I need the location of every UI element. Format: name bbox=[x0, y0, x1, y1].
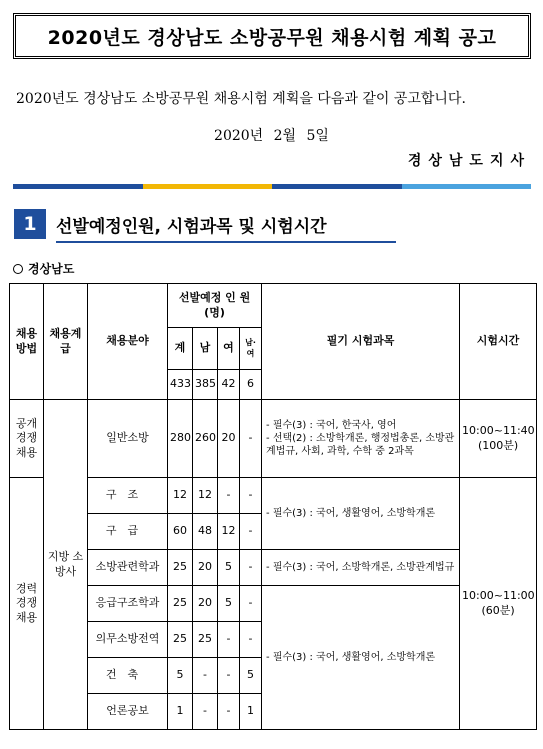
career-subjects-b: - 필수(3) : 국어, 소방학개론, 소방관계법규 bbox=[262, 550, 460, 586]
open-subjects-line-2: - 선택(2) : 소방학개론, 행정법총론, 소방관계법규, 사회, 과학, 수학 중 2과목 bbox=[266, 433, 455, 457]
career-female-0: - bbox=[218, 478, 240, 514]
career-total-0: 12 bbox=[168, 478, 193, 514]
career-male-0: 12 bbox=[193, 478, 218, 514]
career-total-5: 5 bbox=[168, 658, 193, 694]
career-male-2: 20 bbox=[193, 550, 218, 586]
career-either-4: - bbox=[240, 622, 262, 658]
grade-cell: 지방 소방사 bbox=[44, 400, 88, 730]
bar-segment-1 bbox=[13, 184, 143, 189]
career-total-4: 25 bbox=[168, 622, 193, 658]
signer: 경상남도지사 bbox=[407, 153, 531, 169]
career-subjects-c: - 필수(3) : 국어, 생활영어, 소방학개론 bbox=[262, 586, 460, 730]
circle-bullet-icon bbox=[13, 264, 23, 274]
open-either: - bbox=[240, 400, 262, 478]
divider-color-bar bbox=[13, 184, 531, 189]
career-method: 경력 경쟁 채용 bbox=[10, 478, 44, 730]
intro-text: 2020년도 경상남도 소방공무원 채용시험 계획을 다음과 같이 공고합니다. bbox=[16, 91, 466, 107]
career-time: 10:00~11:00 (60분) bbox=[460, 478, 537, 730]
section-number-badge: 1 bbox=[14, 209, 46, 239]
header-method: 채용방법 bbox=[10, 284, 44, 400]
career-field-4: 의무소방전역 bbox=[88, 622, 168, 658]
career-male-5: - bbox=[193, 658, 218, 694]
career-female-4: - bbox=[218, 622, 240, 658]
career-either-3: - bbox=[240, 586, 262, 622]
total-all: 433 bbox=[168, 370, 193, 400]
career-female-2: 5 bbox=[218, 550, 240, 586]
career-either-1: - bbox=[240, 514, 262, 550]
page-title: 2020년도 경상남도 소방공무원 채용시험 계획 공고 bbox=[47, 26, 497, 49]
quota-table bbox=[9, 283, 537, 730]
career-field-3: 응급구조학과 bbox=[88, 586, 168, 622]
career-field-6: 언론공보 bbox=[88, 694, 168, 730]
career-male-4: 25 bbox=[193, 622, 218, 658]
career-total-6: 1 bbox=[168, 694, 193, 730]
career-male-6: - bbox=[193, 694, 218, 730]
bar-segment-3 bbox=[272, 184, 402, 189]
total-either: 6 bbox=[240, 370, 262, 400]
career-female-1: 12 bbox=[218, 514, 240, 550]
career-subjects-a: - 필수(3) : 국어, 생활영어, 소방학개론 bbox=[262, 478, 460, 550]
career-field-2: 소방관련학과 bbox=[88, 550, 168, 586]
section-title: 선발예정인원, 시험과목 및 시험시간 bbox=[56, 212, 396, 243]
open-method: 공개 경쟁 채용 bbox=[10, 400, 44, 478]
career-female-6: - bbox=[218, 694, 240, 730]
career-either-6: 1 bbox=[240, 694, 262, 730]
open-time: 10:00~11:40 (100분) bbox=[460, 400, 537, 478]
open-subjects bbox=[262, 400, 460, 478]
career-either-2: - bbox=[240, 550, 262, 586]
bar-segment-4 bbox=[402, 184, 532, 189]
career-field-1: 구급 bbox=[88, 514, 168, 550]
career-total-3: 25 bbox=[168, 586, 193, 622]
open-female: 20 bbox=[218, 400, 240, 478]
career-either-5: 5 bbox=[240, 658, 262, 694]
total-male: 385 bbox=[193, 370, 218, 400]
open-male: 260 bbox=[193, 400, 218, 478]
career-male-3: 20 bbox=[193, 586, 218, 622]
career-female-3: 5 bbox=[218, 586, 240, 622]
header-subjects: 필기 시험과목 bbox=[262, 284, 460, 400]
career-total-1: 60 bbox=[168, 514, 193, 550]
career-total-2: 25 bbox=[168, 550, 193, 586]
career-female-5: - bbox=[218, 658, 240, 694]
notice-date: 2020년 2월 5일 bbox=[214, 128, 329, 144]
region-name: 경상남도 bbox=[28, 262, 75, 276]
header-quota: 선발예정 인 원(명) bbox=[168, 284, 262, 328]
header-female: 여 bbox=[218, 328, 240, 370]
career-male-1: 48 bbox=[193, 514, 218, 550]
header-grade: 채용계급 bbox=[44, 284, 88, 400]
total-female: 42 bbox=[218, 370, 240, 400]
header-either: 남·여 bbox=[240, 328, 262, 370]
career-either-0: - bbox=[240, 478, 262, 514]
header-time: 시험시간 bbox=[460, 284, 537, 400]
career-field-5: 건축 bbox=[88, 658, 168, 694]
region-label bbox=[13, 260, 74, 277]
header-male: 남 bbox=[193, 328, 218, 370]
header-total: 계 bbox=[168, 328, 193, 370]
open-field: 일반소방 bbox=[88, 400, 168, 478]
header-field: 채용분야 bbox=[88, 284, 168, 400]
career-field-0: 구조 bbox=[88, 478, 168, 514]
bar-segment-2 bbox=[143, 184, 273, 189]
title-box bbox=[13, 13, 531, 59]
open-subjects-line-1: - 필수(3) : 국어, 한국사, 영어 bbox=[266, 420, 397, 431]
open-total: 280 bbox=[168, 400, 193, 478]
